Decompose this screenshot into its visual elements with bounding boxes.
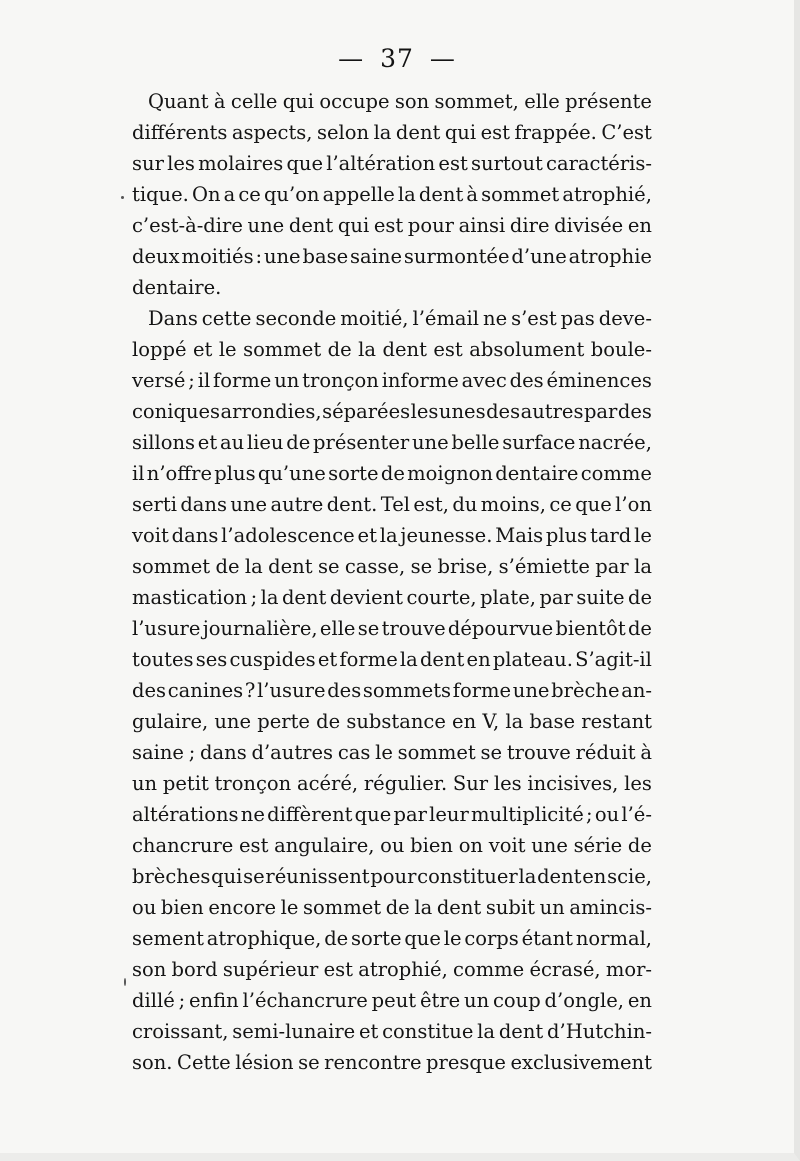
text-line: un petit tronçon acéré, régulier. Sur les incisives, les bbox=[132, 772, 652, 795]
text-line: coniques arrondies, séparées les unes des autres par des bbox=[132, 400, 652, 423]
paragraph bbox=[132, 86, 652, 303]
text-line: chancrure est angulaire, ou bien on voit une série de bbox=[132, 834, 652, 857]
text-line: c’est-à-dire une dent qui est pour ainsi dire divisée en bbox=[132, 214, 652, 237]
header-dash-left: — bbox=[338, 44, 365, 73]
text-line: des canines ? l’usure des sommets forme une brèche an- bbox=[132, 679, 652, 702]
text-line: l’usure journalière, elle se trouve dépourvue bientôt de bbox=[132, 617, 652, 640]
text-line: mastication ; la dent devient courte, plate, par suite de bbox=[132, 586, 652, 609]
text-line: sillons et au lieu de présenter une belle surface nacrée, bbox=[132, 431, 652, 454]
text-line: voit dans l’adolescence et la jeunesse. Mais plus tard le bbox=[132, 524, 652, 547]
text-line: sommet de la dent se casse, se brise, s’émiette par la bbox=[132, 555, 652, 578]
text-line: son bord supérieur est atrophié, comme écrasé, mor- bbox=[132, 958, 652, 981]
text-line: différents aspects, selon la dent qui est frappée. C’est bbox=[132, 121, 652, 144]
text-line: tique. On a ce qu’on appelle la dent à sommet atrophié, bbox=[132, 183, 652, 206]
text-line: serti dans une autre dent. Tel est, du moins, ce que l’on bbox=[132, 493, 652, 516]
text-line: son. Cette lésion se rencontre presque exclusivement bbox=[132, 1051, 652, 1074]
text-line: croissant, semi-lunaire et constitue la dent d’Hutchin- bbox=[132, 1020, 652, 1043]
text-line: gulaire, une perte de substance en V, la base restant bbox=[132, 710, 652, 733]
text-line: dillé ; enfin l’échancrure peut être un coup d’ongle, en bbox=[132, 989, 652, 1012]
text-line: sur les molaires que l’altération est surtout caractéris- bbox=[132, 152, 652, 175]
text-line: dentaire. bbox=[132, 276, 222, 299]
paragraph bbox=[132, 303, 652, 1078]
page-header bbox=[0, 44, 794, 73]
text-line: Dans cette seconde moitié, l’émail ne s’est pas deve- bbox=[148, 307, 652, 330]
text-line: sement atrophique, de sorte que le corps étant normal, bbox=[132, 927, 652, 950]
body-text bbox=[132, 86, 652, 1078]
text-line: toutes ses cuspides et forme la dent en plateau. S’agit-il bbox=[132, 648, 652, 671]
text-line: deux moitiés : une base saine surmontée d’une atrophie bbox=[132, 245, 652, 268]
text-line: ou bien encore le sommet de la dent subit un amincis- bbox=[132, 896, 652, 919]
text-line: brèches qui se réunissent pour constituer la dent en scie, bbox=[132, 865, 652, 888]
header-dash-right: — bbox=[429, 44, 456, 73]
text-line: saine ; dans d’autres cas le sommet se trouve réduit à bbox=[132, 741, 652, 764]
print-speck bbox=[121, 196, 124, 199]
page-number: 37 bbox=[380, 44, 414, 73]
text-line: versé ; il forme un tronçon informe avec des éminences bbox=[132, 369, 652, 392]
text-line: altérations ne diffèrent que par leur multiplicité ; ou l’é- bbox=[132, 803, 652, 826]
print-speck bbox=[124, 978, 126, 986]
text-line: Quant à celle qui occupe son sommet, elle présente bbox=[148, 90, 652, 113]
text-line: loppé et le sommet de la dent est absolument boule- bbox=[132, 338, 652, 361]
text-line: il n’offre plus qu’une sorte de moignon dentaire comme bbox=[132, 462, 652, 485]
